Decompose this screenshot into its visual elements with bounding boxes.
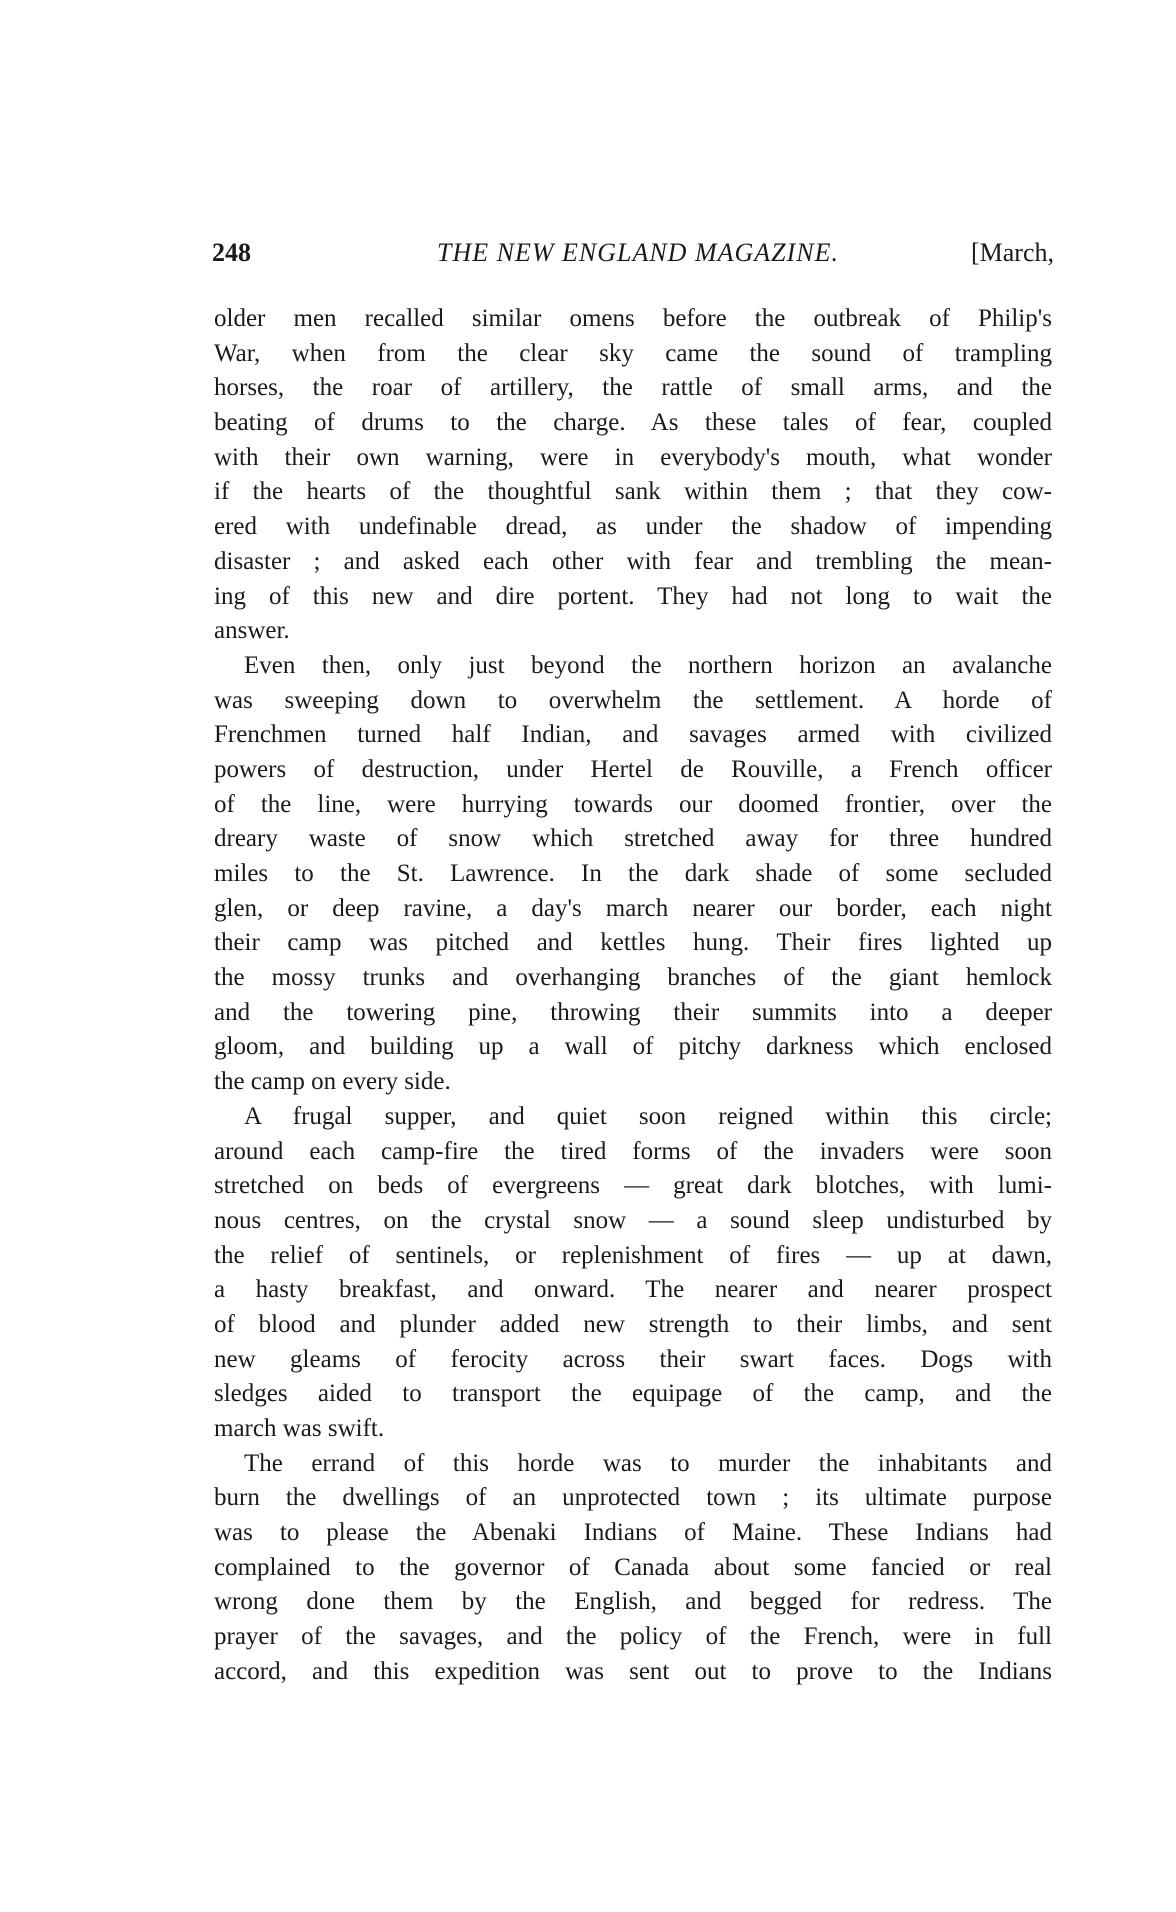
text-line: War, when from the clear sky came the sound of trampling bbox=[214, 339, 1052, 367]
paragraph bbox=[214, 1447, 1052, 1690]
text-line: The errand of this horde was to murder the inhabitants and bbox=[244, 1449, 1052, 1477]
text-line: complained to the governor of Canada about some fancied or real bbox=[214, 1553, 1052, 1581]
text-line: beating of drums to the charge. As these tales of fear, coupled bbox=[214, 409, 1052, 437]
text-line: prayer of the savages, and the policy of the French, were in full bbox=[214, 1623, 1052, 1651]
text-line: accord, and this expedition was sent out to prove to the Indians bbox=[214, 1657, 1052, 1685]
text-line: of blood and plunder added new strength to their limbs, and sent bbox=[214, 1310, 1052, 1338]
text-line: a hasty breakfast, and onward. The nearer and nearer prospect bbox=[214, 1276, 1052, 1304]
text-line: Even then, only just beyond the northern horizon an avalanche bbox=[244, 651, 1052, 679]
text-line: the mossy trunks and overhanging branches of the giant hemlock bbox=[214, 964, 1052, 992]
running-header bbox=[212, 238, 1054, 274]
text-line: A frugal supper, and quiet soon reigned within this circle; bbox=[244, 1102, 1052, 1130]
text-line: and the towering pine, throwing their summits into a deeper bbox=[214, 998, 1052, 1026]
text-line: gloom, and building up a wall of pitchy darkness which enclosed bbox=[214, 1033, 1052, 1061]
paragraph bbox=[214, 649, 1052, 1100]
text-line: stretched on beds of evergreens — great dark blotches, with lumi- bbox=[214, 1172, 1052, 1200]
paragraph bbox=[214, 1100, 1052, 1447]
text-line: their camp was pitched and kettles hung. Their fires lighted up bbox=[214, 929, 1052, 957]
text-line: march was swift. bbox=[214, 1415, 385, 1442]
paragraph bbox=[214, 302, 1052, 649]
text-line: new gleams of ferocity across their swart faces. Dogs with bbox=[214, 1345, 1052, 1373]
text-line: ered with undefinable dread, as under the shadow of impending bbox=[214, 513, 1052, 541]
text-line: dreary waste of snow which stretched away for three hundred bbox=[214, 825, 1052, 853]
text-line: burn the dwellings of an unprotected town ; its ultimate purpose bbox=[214, 1484, 1052, 1512]
page-number: 248 bbox=[212, 238, 251, 267]
text-line: with their own warning, were in everybody's mouth, what wonder bbox=[214, 443, 1052, 471]
text-line: of the line, were hurrying towards our doomed frontier, over the bbox=[214, 790, 1052, 818]
text-line: older men recalled similar omens before the outbreak of Philip's bbox=[214, 305, 1052, 332]
text-line: was to please the Abenaki Indians of Maine. These Indians had bbox=[214, 1519, 1052, 1547]
text-line: around each camp-fire the tired forms of the invaders were soon bbox=[214, 1137, 1052, 1165]
text-line: the camp on every side. bbox=[214, 1068, 451, 1096]
text-line: powers of destruction, under Hertel de Rouville, a French officer bbox=[214, 755, 1052, 783]
text-line: disaster ; and asked each other with fear and trembling the mean- bbox=[214, 547, 1052, 575]
issue-month: [March, bbox=[970, 238, 1054, 267]
text-line: if the hearts of the thoughtful sank within them ; that they cow- bbox=[214, 478, 1052, 506]
text-line: horses, the roar of artillery, the rattle of small arms, and the bbox=[214, 374, 1052, 402]
text-line: was sweeping down to overwhelm the settlement. A horde of bbox=[214, 686, 1052, 714]
text-line: Frenchmen turned half Indian, and savages armed with civilized bbox=[214, 721, 1052, 749]
text-line: nous centres, on the crystal snow — a sound sleep undisturbed by bbox=[214, 1206, 1052, 1234]
text-line: glen, or deep ravine, a day's march nearer our border, each night bbox=[214, 894, 1052, 922]
article-body bbox=[214, 302, 1052, 1690]
text-line: answer. bbox=[214, 617, 290, 645]
text-line: wrong done them by the English, and begged for redress. The bbox=[214, 1588, 1052, 1616]
text-line: the relief of sentinels, or replenishment of fires — up at dawn, bbox=[214, 1241, 1052, 1269]
magazine-title: THE NEW ENGLAND MAGAZINE. bbox=[437, 238, 839, 267]
text-line: ing of this new and dire portent. They had not long to wait the bbox=[214, 582, 1052, 610]
text-line: sledges aided to transport the equipage of the camp, and the bbox=[214, 1380, 1052, 1408]
text-line: miles to the St. Lawrence. In the dark shade of some secluded bbox=[214, 860, 1052, 887]
